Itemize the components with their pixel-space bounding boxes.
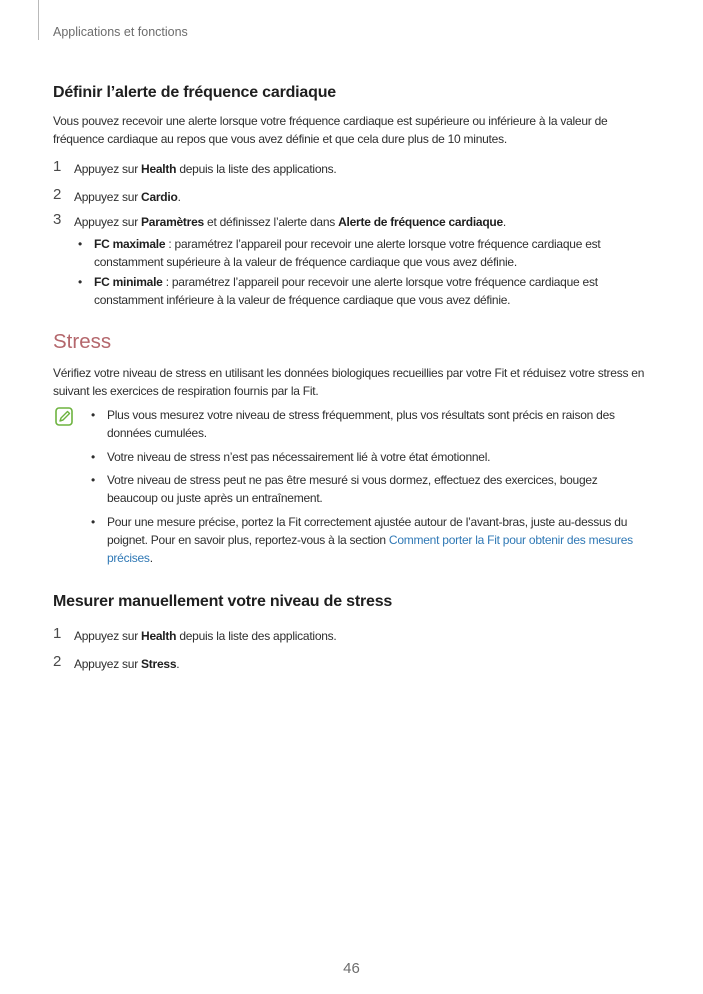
running-head: Applications et fonctions bbox=[53, 25, 188, 39]
stress-note-2: • Votre niveau de stress n’est pas nécessairement lié à votre état émotionnel. bbox=[91, 450, 491, 464]
stress-intro: Vérifiez votre niveau de stress en utilisant les données biologiques recueillies par votre Fit et réduisez votre stress en suivant les exercices de respiration fournis par la Fit. bbox=[53, 366, 645, 398]
page-number: 46 bbox=[343, 960, 360, 977]
note-pencil-icon bbox=[55, 407, 73, 427]
manual-title: Mesurer manuellement votre niveau de stress bbox=[53, 593, 393, 610]
heart-bullet-max: • FC maximale : paramétrez l’appareil pour recevoir une alerte lorsque votre fréquence cardiaque est constamment supérieure à la valeur de fréquence cardiaque que vous avez définie. bbox=[78, 237, 601, 269]
manual-step-2: 2 Appuyez sur Stress. bbox=[53, 653, 180, 671]
stress-note-4: • Pour une mesure précise, portez la Fit correctement ajustée autour de l’avant-bras, juste au-dessus du poignet. Pour en savoir plus, reportez-vous à la section Comment porter la Fit pour obtenir des mesures précises. bbox=[91, 515, 633, 565]
heart-alert-intro: Vous pouvez recevoir une alerte lorsque votre fréquence cardiaque est supérieure ou inférieure à la valeur de fréquence cardiaque au repos que vous avez définie et que cela dure plus de 10 minutes. bbox=[53, 114, 608, 146]
stress-note-3: • Votre niveau de stress peut ne pas être mesuré si vous dormez, effectuez des exercices, bougez beaucoup ou juste après un entraînement. bbox=[91, 473, 598, 505]
heart-bullet-min: • FC minimale : paramétrez l’appareil pour recevoir une alerte lorsque votre fréquence cardiaque est constamment inférieure à la valeur de fréquence cardiaque que vous avez définie. bbox=[78, 275, 598, 307]
heart-step-3: 3 Appuyez sur Paramètres et définissez l’alerte dans Alerte de fréquence cardiaque. bbox=[53, 211, 507, 229]
header-rule bbox=[38, 0, 39, 40]
wear-fit-link[interactable]: Comment porter la Fit pour obtenir des mesures précises bbox=[107, 533, 633, 565]
heart-alert-title: Définir l’alerte de fréquence cardiaque bbox=[53, 84, 336, 101]
stress-title: Stress bbox=[53, 330, 112, 353]
heart-step-1: 1 Appuyez sur Health depuis la liste des applications. bbox=[53, 158, 337, 176]
manual-step-1: 1 Appuyez sur Health depuis la liste des applications. bbox=[53, 625, 337, 643]
heart-step-2: 2 Appuyez sur Cardio. bbox=[53, 186, 181, 204]
stress-note-1: • Plus vous mesurez votre niveau de stress fréquemment, plus vos résultats sont précis en raison des données cumulées. bbox=[91, 408, 615, 440]
